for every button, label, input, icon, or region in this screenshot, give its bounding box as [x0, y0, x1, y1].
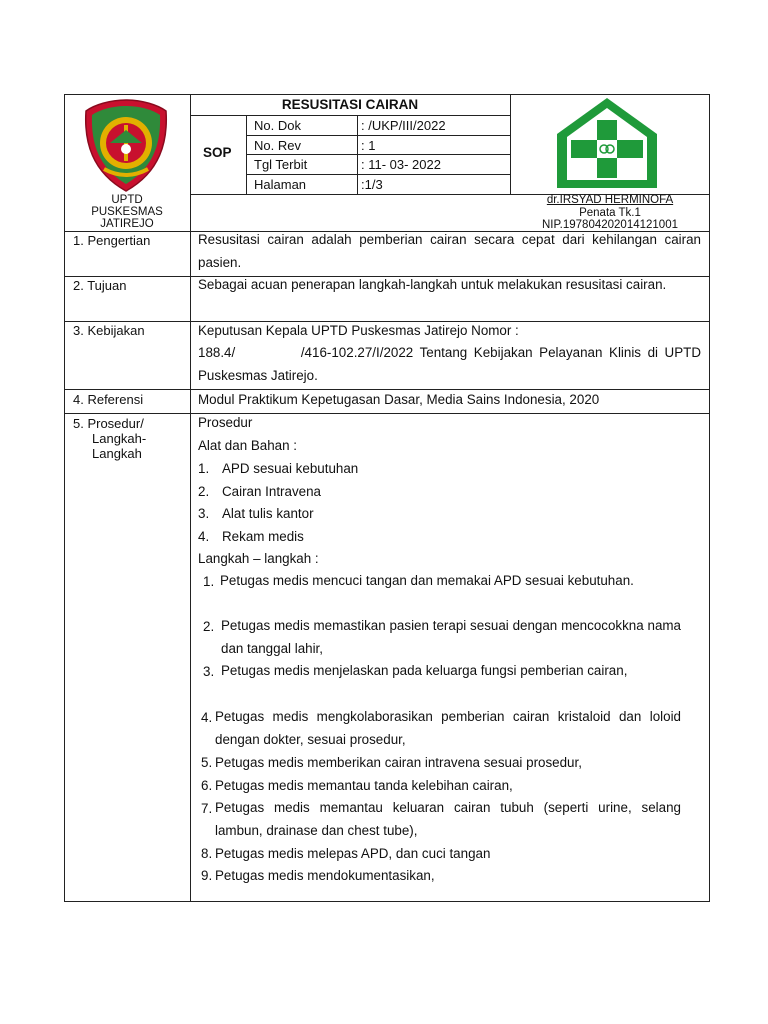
meta-value-no-rev: : 1 [361, 138, 376, 153]
meta-label-tgl-terbit: Tgl Terbit [254, 157, 308, 172]
section-text-tujuan: Sebagai acuan penerapan langkah-langkah untuk melakukan resusitasi cairan. [198, 277, 667, 292]
org-line-jatirejo: JATIREJO [100, 218, 154, 230]
section-label-prosedur: 5. Prosedur/ [73, 416, 144, 431]
meta-row-line [246, 174, 510, 175]
step-text: Petugas medis mengkolaborasikan pemberian cairan kristaloid dan loloid dengan dokter, sesuai prosedur, [215, 709, 681, 747]
step-text: Petugas medis mencuci tangan dan memakai APD sesuai kebutuhan. [220, 573, 634, 588]
section-label-pengertian: 1. Pengertian [73, 233, 151, 248]
step-num: 2. [203, 619, 215, 634]
section-label-referensi: 4. Referensi [73, 392, 144, 407]
section-label-langkah-2: Langkah [92, 446, 142, 461]
signatory-rank: Penata Tk.1 [579, 207, 641, 219]
org-line-uptd: UPTD [111, 194, 143, 206]
meta-row-line [246, 154, 510, 155]
row-divider [64, 389, 710, 390]
alat-item: APD sesuai kebutuhan [222, 461, 359, 476]
alat-item: Alat tulis kantor [222, 506, 314, 521]
alat-item: Rekam medis [222, 529, 304, 544]
title-underline [190, 115, 510, 116]
document-title: RESUSITASI CAIRAN [281, 97, 419, 112]
alat-num: 3. [198, 506, 210, 521]
step-num: 9. [201, 868, 213, 883]
section-text-referensi: Modul Praktikum Kepetugasan Dasar, Media Sains Indonesia, 2020 [198, 392, 600, 407]
section-label-kebijakan: 3. Kebijakan [73, 323, 145, 338]
header-right-divider [510, 94, 511, 194]
alat-num: 1. [198, 461, 210, 476]
signatory-name: dr.IRSYAD HERMINOFA [546, 194, 674, 206]
alat-num: 4. [198, 529, 210, 544]
signatory-nip: NIP.197804202014121001 [541, 219, 678, 231]
step-num: 7. [201, 801, 213, 816]
step-num: 4. [201, 710, 213, 725]
step-text: Petugas medis mendokumentasikan, [215, 868, 435, 883]
step-text: Petugas medis memberikan cairan intravena sesuai prosedur, [215, 755, 582, 770]
step-text: Petugas medis memantau keluaran cairan tubuh (seperti urine, selang lambun, drainase dan chest tube), [215, 800, 681, 838]
meta-label-no-rev: No. Rev [254, 138, 301, 153]
regional-emblem-icon [80, 97, 172, 195]
row-divider [64, 413, 710, 414]
row-divider [64, 321, 710, 322]
step-num: 3. [203, 664, 215, 679]
meta-value-no-dok: : /UKP/III/2022 [361, 118, 446, 133]
langkah-heading: Langkah – langkah : [198, 551, 319, 566]
meta-value-tgl-terbit: : 11- 03- 2022 [361, 157, 441, 172]
section-text-pengertian: Resusitasi cairan adalah pemberian cairan secara cepat dari kehilangan cairan pasien. [198, 232, 701, 270]
step-text: Petugas medis memastikan pasien terapi sesuai dengan mencocokkna nama dan tanggal lahir, [221, 618, 681, 656]
alat-num: 2. [198, 484, 210, 499]
step-num: 5. [201, 755, 213, 770]
section-label-langkah: Langkah- [92, 431, 147, 446]
section-label-tujuan: 2. Tujuan [73, 278, 127, 293]
step-text: Petugas medis memantau tanda kelebihan cairan, [215, 778, 513, 793]
step-num: 8. [201, 846, 213, 861]
meta-row-line [246, 135, 510, 136]
alat-item: Cairan Intravena [222, 484, 321, 499]
meta-value-halaman: :1/3 [361, 177, 383, 192]
section-text-kebijakan: 188.4/ /416-102.27/I/2022 Tentang Kebijakan Pelayanan Klinis di UPTD Puskesmas Jatirejo. [198, 345, 705, 383]
meta-label-halaman: Halaman [254, 177, 307, 192]
label-column-divider [190, 94, 191, 902]
step-num: 1. [203, 574, 215, 589]
meta-label-no-dok: No. Dok [254, 118, 301, 133]
prosedur-heading: Prosedur [198, 415, 253, 430]
sop-label: SOP [203, 145, 232, 160]
step-text: Petugas medis melepas APD, dan cuci tangan [215, 846, 491, 861]
alat-heading: Alat dan Bahan : [198, 438, 298, 453]
step-text: Petugas medis menjelaskan pada keluarga fungsi pemberian cairan, [221, 663, 628, 678]
step-num: 6. [201, 778, 213, 793]
puskesmas-cross-logo-icon [553, 96, 661, 192]
org-line-puskesmas: PUSKESMAS [91, 206, 163, 218]
kebijakan-line-1: Keputusan Kepala UPTD Puskesmas Jatirejo Nomor : [198, 323, 519, 338]
